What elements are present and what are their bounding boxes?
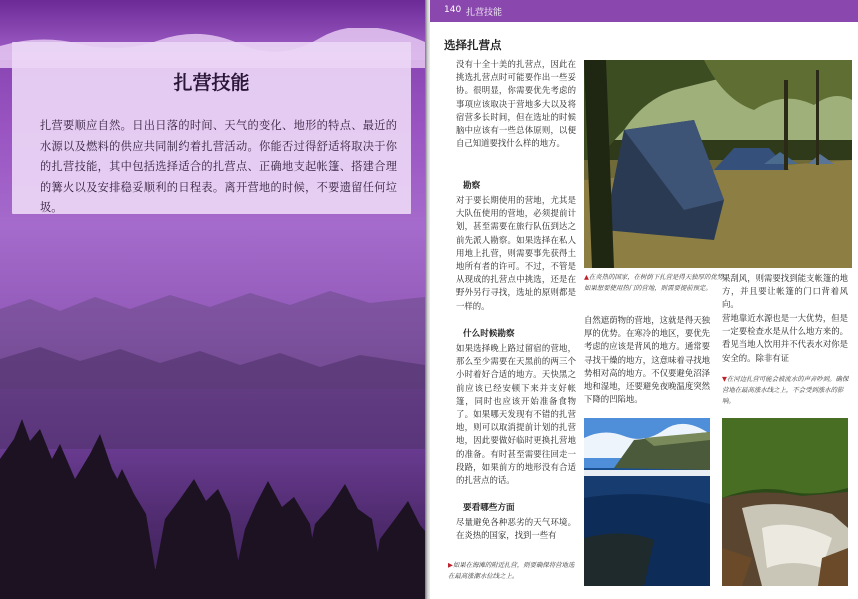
caption-beach-text: 如果在海滩的附近扎营，则要确保将营地选在最高涨潮水位线之上。 — [448, 561, 575, 580]
page-number: 140 — [444, 5, 462, 15]
subheading-survey: 勘察 — [463, 181, 481, 191]
caption-river: ▼在河边扎营可能会被流水的声音吵到。确保营地在最高涨水线之上，不会受到涨水的影响。 — [722, 375, 849, 405]
campsite-photo — [584, 60, 852, 268]
section-title: 选择扎营点 — [444, 38, 502, 52]
column3-paragraph2: 营地靠近水源也是一大优势，但是一定要检查水是从什么地方来的。看见当地人饮用并不代表水对你是安全的。除非有证 — [722, 313, 848, 363]
running-header — [430, 0, 858, 22]
column1-paragraph1: 没有十全十美的扎营点，因此在挑选扎营点时可能要作出一些妥协。很明显，你需要优先考虑的事项应该取决于营地多大以及将宿营多长时间，但在选址的时候脑中应该有一些总体原则，以便自己知道要找什么样的地方。 — [456, 59, 576, 149]
right-page — [430, 0, 858, 599]
intro-text: 扎营要顺应自然。日出日落的时间、天气的变化、地形的特点、最近的水源以及燃料的供应共同制约着扎营活动。你能否过得舒适将取决于你的扎营技能，其中包括选择适合的扎营点、正确地支起帐篷、搭建合理的篝火以及安排稳妥顺利的日程表。离开营地的时候，不要遗留任何垃圾。 — [40, 119, 397, 214]
beach-photo — [584, 418, 710, 586]
caption-campsite: ▲在炎热的国家，在树荫下扎营是得天独厚的优势。如果想要使用热门的营地，则需要提前预定。 — [584, 273, 730, 292]
caption-beach: ▶如果在海滩的附近扎营，则要确保将营地选在最高涨潮水位线之上。 — [448, 561, 575, 580]
subheading-what-to-look: 要看哪些方面 — [463, 503, 515, 513]
river-photo — [722, 418, 848, 586]
subheading-when-survey: 什么时候勘察 — [463, 329, 515, 339]
caption-river-text: 在河边扎营可能会被流水的声音吵到。确保营地在最高涨水线之上，不会受到涨水的影响。 — [722, 375, 849, 405]
column2-paragraph1: 自然遮荫物的营地，这就是得天独厚的优势。在寒冷的地区，要优先考虑的应该是背风的地方。通常要寻找干燥的地方，这意味着寻找地势相对高的地方。不仅要避免沼泽地和湿地，还要避免夜晚温度突然下降的凹陷地。 — [584, 315, 710, 405]
column1-paragraph2: 对于要长期使用的营地，尤其是大队伍使用的营地，必须提前计划，甚至需要在旅行队伍到达之前先派人勘察。如果选择在私人用地上扎营，则需要事先获得土地所有者的许可。不过，不管是从现成的扎营点中挑选，还是在野外另行寻找，选址的原则都是一样的。 — [456, 195, 576, 311]
column1-paragraph3: 如果选择晚上路过留宿的营地，那么至少需要在天黑前的两三个小时着好合适的地方。天快黑之前应该已经安顿下来并支好帐篷，同时也应该开始准备食物了。如果哪天发现有不错的扎营地，则可以取消提前计划的扎营地，因此要做好临时更换扎营地的准备。有时甚至需要往回走一段路，如果前方的地形没有合适的扎营点的话。 — [456, 343, 576, 486]
running-header-title: 扎营技能 — [466, 8, 503, 18]
left-page — [0, 0, 425, 599]
intro-panel — [12, 42, 411, 214]
column1-paragraph4: 尽量避免各种恶劣的天气环境。在炎热的国家，找到一些有 — [456, 517, 576, 541]
page-title: 扎营技能 — [173, 72, 250, 94]
forest-silhouette — [0, 269, 425, 599]
column3-paragraph1: 果刮风，则需要找到能支帐篷的地方，并且要让帐篷的门口背着风向。 — [722, 273, 848, 310]
caption-campsite-text: 在炎热的国家，在树荫下扎营是得天独厚的优势。如果想要使用热门的营地，则需要提前预定。 — [584, 273, 730, 292]
